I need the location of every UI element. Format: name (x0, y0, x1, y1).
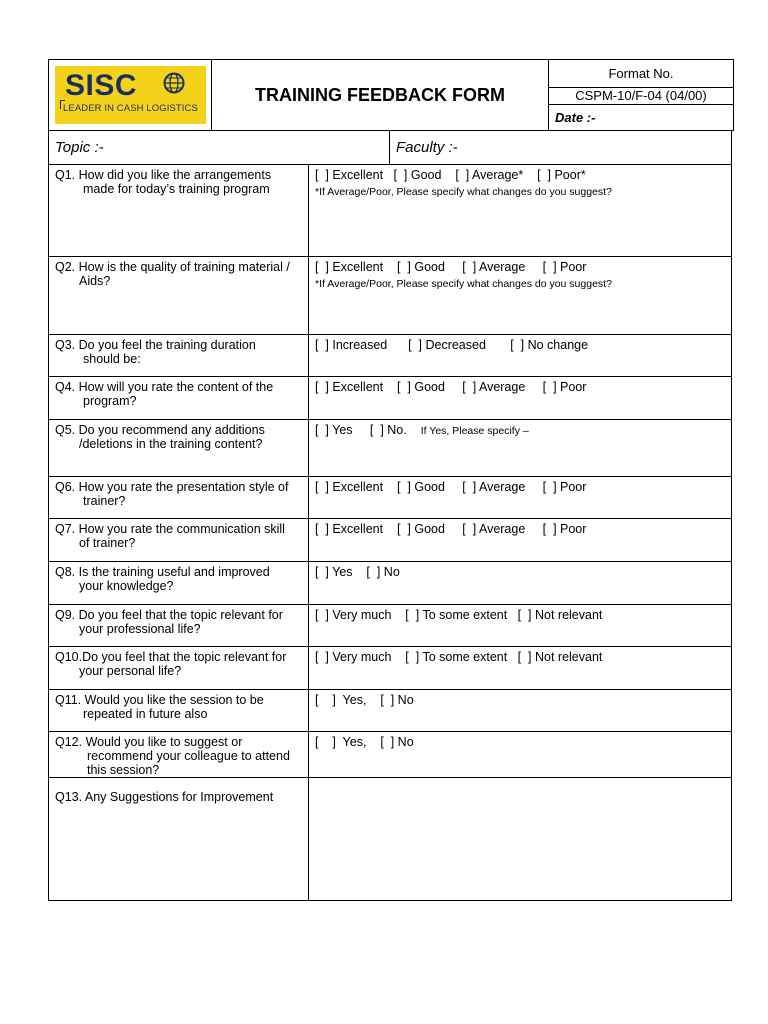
question-text: Q2. How is the quality of training material / Aids? (49, 257, 309, 335)
answer-cell[interactable] (309, 165, 732, 257)
question-row (49, 257, 732, 335)
answer-note: If Yes, Please specify – (420, 425, 529, 437)
rating-options[interactable]: [ ] Yes, [ ] No (315, 693, 414, 707)
rating-options[interactable]: [ ] Excellent [ ] Good [ ] Average [ ] Poor (315, 260, 587, 274)
answer-cell[interactable] (309, 377, 732, 420)
rating-options[interactable]: [ ] Very much [ ] To some extent [ ] Not relevant (315, 650, 603, 664)
rating-options[interactable]: [ ] Excellent [ ] Good [ ] Average [ ] Poor (315, 480, 587, 494)
question-text: Q8. Is the training useful and improved your knowledge? (49, 562, 309, 605)
question-row (49, 335, 732, 377)
format-value: CSPM-10/F-04 (04/00) (549, 88, 733, 105)
answer-cell[interactable] (309, 647, 732, 690)
question-text: Q1. How did you like the arrangements made for today’s training program (49, 165, 309, 257)
question-text: Q3. Do you feel the training duration should be: (49, 335, 309, 377)
question-text: Q9. Do you feel that the topic relevant for your professional life? (49, 605, 309, 647)
question-row (49, 377, 732, 420)
question-text: Q11. Would you like the session to be repeated in future also (49, 690, 309, 732)
rating-options[interactable]: [ ] Yes [ ] No (315, 565, 400, 579)
answer-cell[interactable] (309, 477, 732, 519)
question-row (49, 165, 732, 257)
rating-options[interactable]: [ ] Excellent [ ] Good [ ] Average [ ] Poor (315, 522, 587, 536)
rating-options[interactable]: [ ] Increased [ ] Decreased [ ] No change (315, 338, 589, 352)
question-row (49, 420, 732, 477)
form-title: TRAINING FEEDBACK FORM (212, 60, 549, 131)
answer-cell[interactable] (309, 519, 732, 562)
question-row (49, 477, 732, 519)
question-row (49, 519, 732, 562)
question-row (49, 562, 732, 605)
question-text: Q7. How you rate the communication skill of trainer? (49, 519, 309, 562)
question-row (49, 778, 732, 901)
question-text: Q5. Do you recommend any additions /deletions in the training content? (49, 420, 309, 477)
rating-options[interactable]: [ ] Very much [ ] To some extent [ ] Not relevant (315, 608, 603, 622)
answer-note: *If Average/Poor, Please specify what changes do you suggest? (315, 278, 612, 290)
logo-cell (49, 60, 212, 131)
answer-cell[interactable] (309, 605, 732, 647)
header-table (48, 59, 734, 131)
logo-word: SISC (65, 69, 138, 102)
suggestions-field[interactable] (309, 778, 732, 901)
topic-table (48, 130, 732, 165)
topic-field[interactable]: Topic :- (49, 131, 390, 165)
question-text: Q4. How will you rate the content of the program? (49, 377, 309, 420)
question-row (49, 690, 732, 732)
question-text: Q10.Do you feel that the topic relevant for your personal life? (49, 647, 309, 690)
sisco-logo (55, 66, 206, 124)
rating-options[interactable]: [ ] Excellent [ ] Good [ ] Average [ ] Poor (315, 380, 587, 394)
questions-table (48, 164, 732, 901)
feedback-form (48, 59, 732, 901)
question-text: Q13. Any Suggestions for Improvement (49, 778, 309, 901)
logo-tagline: LEADER IN CASH LOGISTICS (63, 103, 198, 114)
rating-options[interactable]: [ ] Yes, [ ] No (315, 735, 414, 749)
answer-cell[interactable] (309, 690, 732, 732)
globe-icon (163, 72, 185, 94)
answer-cell[interactable] (309, 335, 732, 377)
date-label[interactable]: Date :- (555, 110, 596, 125)
format-cell (549, 60, 734, 131)
faculty-field[interactable]: Faculty :- (390, 131, 732, 165)
answer-note: *If Average/Poor, Please specify what changes do you suggest? (315, 186, 612, 198)
answer-cell[interactable] (309, 732, 732, 778)
question-row (49, 647, 732, 690)
question-text: Q6. How you rate the presentation style of trainer? (49, 477, 309, 519)
answer-cell[interactable] (309, 562, 732, 605)
rating-options[interactable]: [ ] Yes [ ] No. (315, 423, 407, 437)
question-row (49, 732, 732, 778)
answer-cell[interactable] (309, 420, 732, 477)
question-text: Q12. Would you like to suggest or recommend your colleague to attend this session? (49, 732, 309, 778)
answer-cell[interactable] (309, 257, 732, 335)
question-row (49, 605, 732, 647)
rating-options[interactable]: [ ] Excellent [ ] Good [ ] Average* [ ] Poor* (315, 168, 586, 182)
format-label: Format No. (549, 60, 733, 88)
